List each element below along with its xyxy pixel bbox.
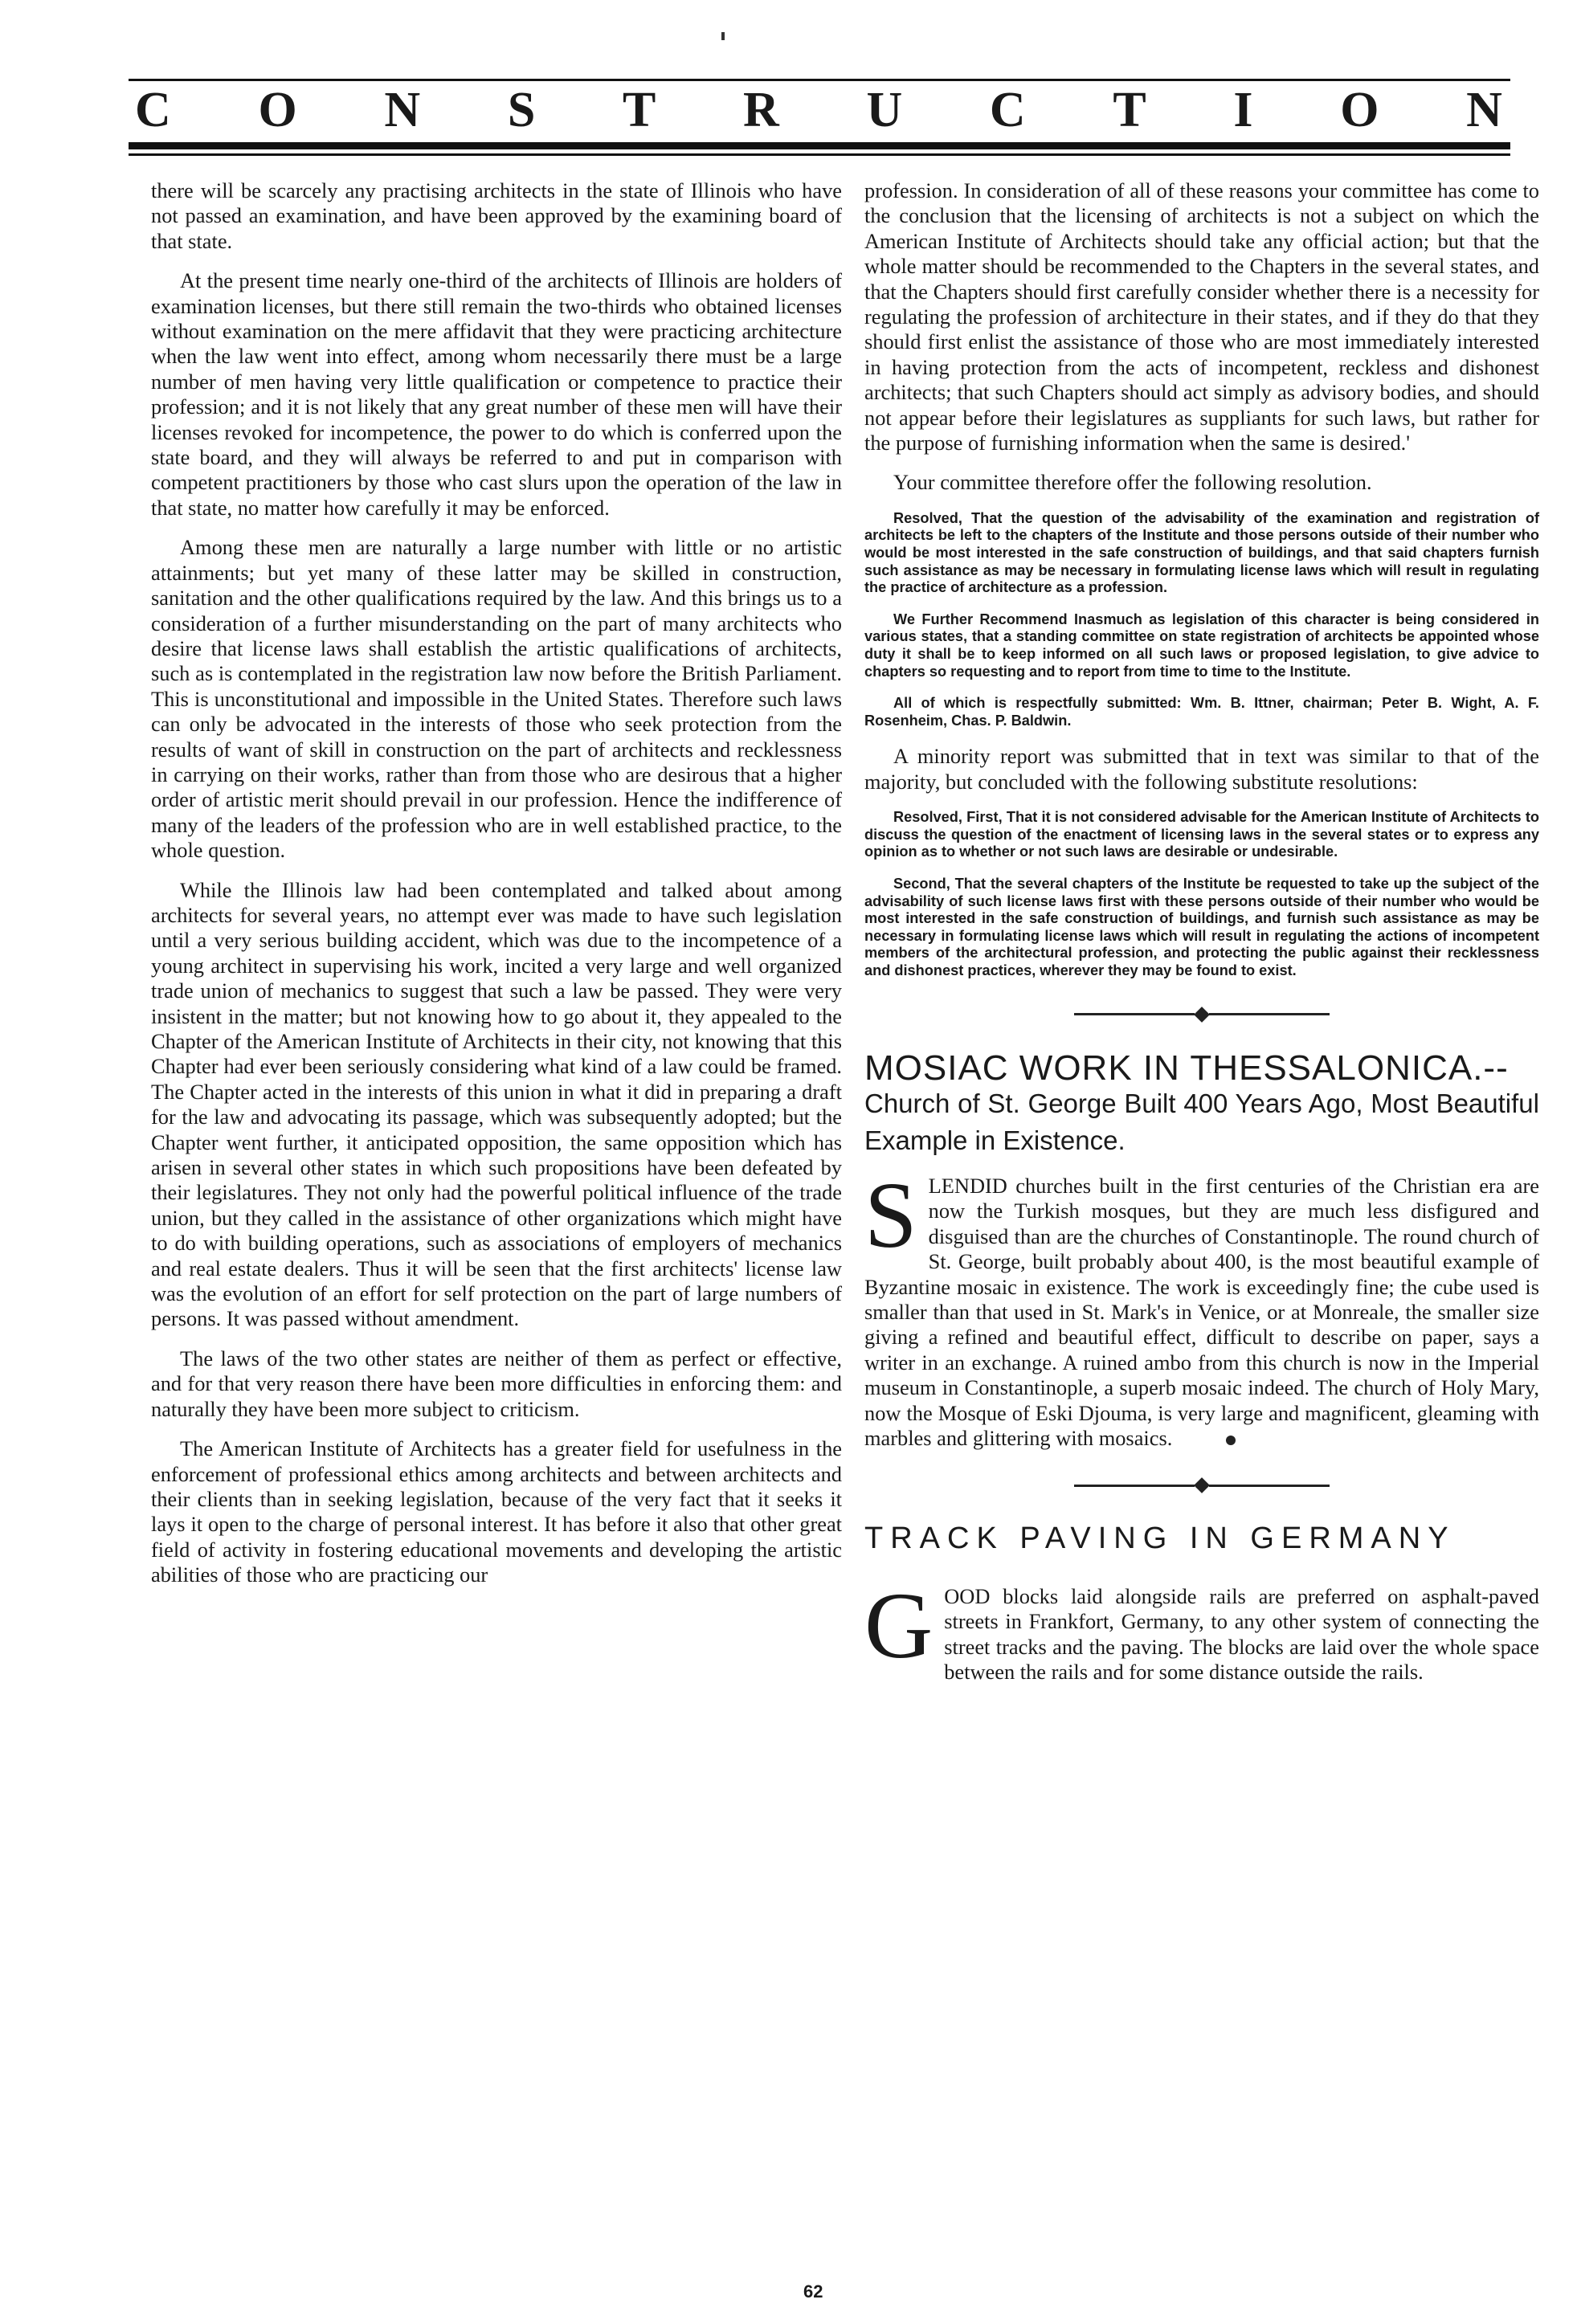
substitute-resolution: Resolved, First, That it is not considered advisable for the American Institute of Architects to discuss the question of the enactment of licensing laws in the several states or to express any opinion as to whether or not such laws are desirable or undesirable. (864, 809, 1539, 860)
substitute-resolution: Second, That the several chapters of the Institute be requested to take up the subject of the advisability of such license laws first with these persons outside of their number who would be most interested in the safe construction of buildings, and furnish such assistance as may be necessary in formulating license laws which will result in regulating the actions of incompetent members of the architectural profession, and protecting the public against their recklessness and dishonest practices, wherever they may be found to exist. (864, 876, 1539, 978)
paragraph: there will be scarcely any practising architects in the state of Illinois who have not passed an examination, and have been approved by the examining board of that state. (151, 178, 842, 253)
paragraph: Your committee therefore offer the following resolution. (893, 470, 1372, 495)
print-mark (721, 32, 725, 40)
section-divider (864, 1480, 1539, 1491)
paragraph: Among these men are naturally a large number with little or no artistic attainments; but yet many of these latter may be skilled in construction, sanitation and the other qualifications required by the law. And this brings us to a consideration of a further misunderstanding on the part of many architects who desire that license laws shall establish the artistic qualifications of architects, such as is contemplated in the registration law now before the British Parliament. This is unconstitutional and impossible in the United States. Therefore such laws can only be advocated in the interests of those who seek protection from the results of want of skill in construction on the part of architects and recklessness in carrying on their works, rather than from those who are desirous that a higher order of artistic merit should prevail in our profession. Hence the indifference of many of the leaders of the profession who are in well established practice, to the whole question. (151, 535, 842, 863)
right-column (864, 178, 1539, 1699)
title-letter: I (1233, 82, 1255, 137)
paragraph: The laws of the two other states are neither of them as perfect or effective, and for that very reason there have been more difficulties in enforcing them: and naturally they have been more subject to criticism. (151, 1346, 842, 1421)
bullet-icon (1226, 1436, 1236, 1445)
paragraph: The American Institute of Architects has a greater field for usefulness in the enforcement of professional ethics among architects and between architects and their clients than in seeking legislation, because of the very fact that it seeks it lays it open to the charge of personal interest. It has before it also that other great field of activity in fostering educational movements and developing the artistic abilities of those who are practicing our (151, 1436, 842, 1587)
article-text: LENDID churches built in the first centuries of the Christian era are now the Turkish mosques, but they are much less disfigured and disguised than are the churches of Constantinople. The round church of St. George, built probably about 400, is the most beautiful example of Byzantine mosaic in existence. The work is exceedingly fine; the cube used is smaller than that used in St. Mark's in Venice, or at Monreale, the smaller size giving a refined and beautiful effect, difficult to describe on paper, says a writer in an exchange. A ruined ambo from this church is now in the Imperial museum in Constantinople, a superb mosaic indeed. The church of Holy Mary, now the Mosque of Eski Djouma, is very large and magnificent, gleaming with marbles and glittering with mosaics. (864, 1173, 1539, 1451)
page-number: 62 (803, 2281, 823, 2302)
title-letter: T (622, 82, 658, 137)
drop-cap: G (864, 1572, 934, 1678)
article-text: OOD blocks laid alongside rails are preferred on asphalt-paved streets in Frankfort, Germany, to any other system of connecting the street tracks and the paving. The blocks are laid over the whole space between the rails and for some distance outside the rails. (944, 1583, 1539, 1685)
article-headline: MOSIAC WORK IN THESSALONICA.-- (864, 1048, 1509, 1088)
title-letter: T (1113, 82, 1148, 137)
paragraph: profession. In consideration of all of these reasons your committee has come to the conclusion that the licensing of architects is not a subject on which the American Institute of Architects should take any official action; but that the whole matter should be recommended to the Chapters in the several states, and that the Chapters should first carefully consider whether there is a necessity for regulating the profession of architecture in their states, and if they do that they should first enlist the assistance of those who are most immediately interested in having protection from the acts of incompetent, reckless and dishonest architects; that such Chapters should act simply as advisory bodies, and should not appear before their legislatures as suppliants for such laws, but rather for the purpose of furnishing information when the same is desired.' (864, 178, 1539, 455)
title-letter: O (258, 82, 299, 137)
title-letter: R (743, 82, 781, 137)
paragraph: At the present time nearly one-third of the architects of Illinois are holders of examination licenses, but there still remain the two-thirds who obtained licenses without examination on the mere affidavit that they were practicing architecture when the law went into effect, among whom necessarily there must be a large number of men having very little qualification or competence to practice their profession; and it is not likely that any great number of these men will have their licenses revoked for incompetence, the power to do which is conferred upon the state board, and they will always be referred to and put in comparison with competent practitioners by those who cast slurs upon the operation of the law in that state, no matter how carefully it may be enforced. (151, 268, 842, 520)
title-letter: S (507, 82, 537, 137)
title-letter: C (135, 82, 173, 137)
resolution-signatories: All of which is respectfully submitted: Wm. B. Ittner, chairman; Peter B. Wight, A. F. Rosenheim, Chas. P. Baldwin. (864, 695, 1539, 729)
title-letter: C (989, 82, 1028, 137)
article-body (864, 1572, 1539, 1685)
section-divider (864, 1009, 1539, 1020)
drop-cap: S (864, 1162, 917, 1268)
article-subheadline: Church of St. George Built 400 Years Ago, Most Beautiful Example in Existence. (864, 1088, 1539, 1155)
title-letter: O (1340, 82, 1381, 137)
paragraph: While the Illinois law had been contemplated and talked about among architects for several years, no attempt ever was made to have such legislation until a very serious building accident, which was due to the incompetence of a young architect in supervising his work, incited a very large and well organized trade union of mechanics to suggest that such a law be passed. They were very insistent in the matter; but not knowing how to go about it, they appealed to the Chapter of the American Institute of Architects in their city, not knowing that this Chapter had ever been seriously considering what kind of a law could be framed. The Chapter acted in the interests of this union in what it did in preparing a draft for the law and advocating its passage, which was subsequently adopted; but the Chapter went further, it anticipated opposition, the same opposition which has arisen in several other states in which such propositions have been defeated by their legislatures. They not only had the powerful political influence of the trade union, but they called in the assistance of other organizations which might have to do with building operations, such as associations of employers of mechanics and real estate dealers. Thus it will be seen that the first architects' license law was the evolution of an effort for self protection on the part of large numbers of persons. It was passed without amendment. (151, 877, 842, 1331)
title-letter: N (384, 82, 423, 137)
article-body (864, 1162, 1539, 1451)
resolution: Resolved, That the question of the advisability of the examination and registration of architects be left to the chapters of the Institute and those persons outside of their number who would be most interested in the safe construction of buildings, and that said chapters furnish such assistance as may be necessary in formulating license laws which will result in regulating the practice of architecture as a profession. (864, 509, 1539, 596)
paragraph: A minority report was submitted that in text was similar to that of the majority, but concluded with the following substitute resolutions: (864, 744, 1539, 794)
title-letter: N (1466, 82, 1504, 137)
left-column (151, 178, 842, 1603)
masthead (129, 79, 1510, 156)
resolution: We Further Recommend Inasmuch as legislation of this character is being considered in various states, that a standing committee on state registration of architects be appointed whose duty it shall be to keep informed on all such laws or proposed legislation, to give advice to chapters so requesting and to report from time to time to the Institute. (864, 611, 1539, 680)
article-headline: TRACK PAVING IN GERMANY (864, 1521, 1456, 1556)
title-letter: U (866, 82, 905, 137)
masthead-rule-thick (129, 142, 1510, 149)
masthead-title (129, 81, 1510, 139)
masthead-rule-bottom (129, 153, 1510, 156)
